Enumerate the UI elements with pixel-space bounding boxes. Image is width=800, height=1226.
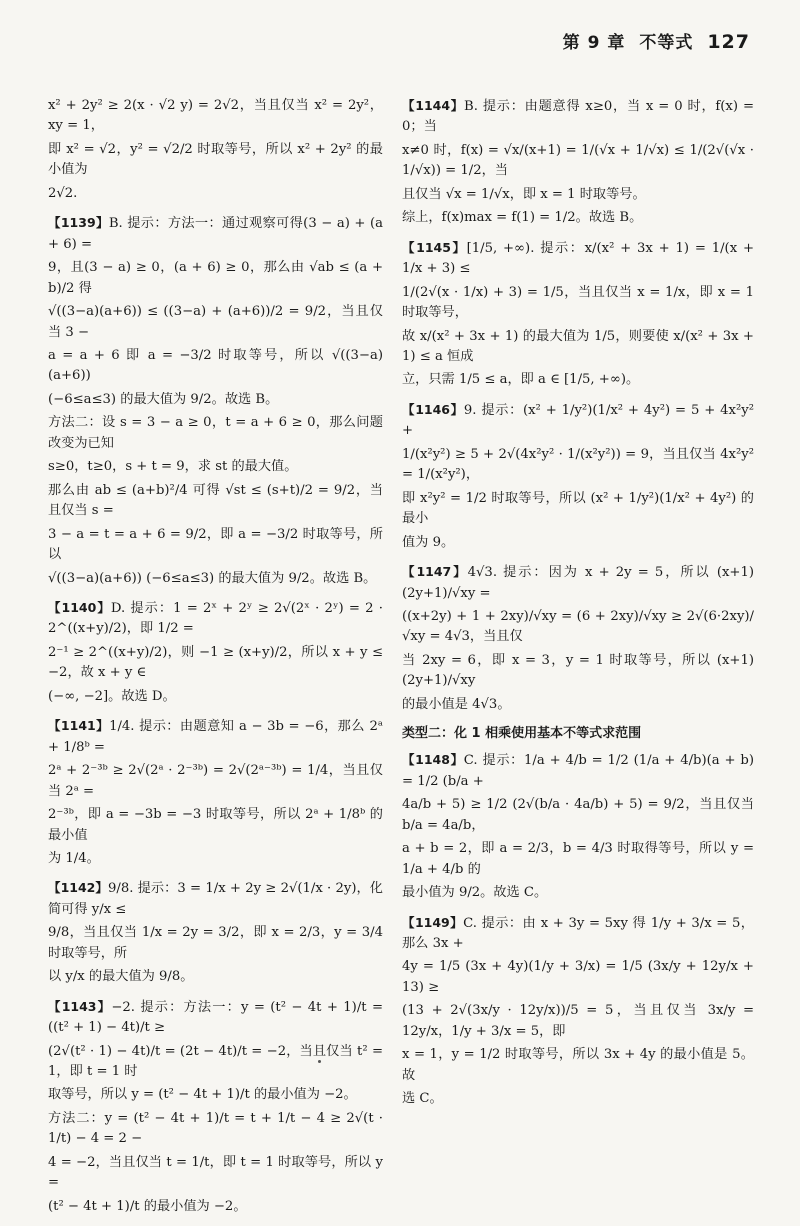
solution-line: B. 提示：由题意得 x≥0，当 x = 0 时，f(x) = 0；当 bbox=[402, 99, 754, 135]
solution-line: 即 x² = √2，y² = √2/2 时取等号，所以 x² + 2y² 的最小值为 bbox=[48, 141, 383, 178]
problem-entry-1147 bbox=[402, 562, 754, 715]
solution-line: B. 提示：方法一：通过观察可得(3 − a) + (a + 6) = bbox=[48, 216, 383, 252]
solution-line: 9/8，当且仅当 1/x = 2y = 3/2，即 x = 2/3，y = 3/4 时取等号，所 bbox=[48, 925, 383, 961]
solution-line: 9. 提示：(x² + 1/y²)(1/x² + 4y²) = 5 + 4x²y² + bbox=[402, 402, 754, 439]
solution-line: x² + 2y² ≥ 2(x · √2 y) = 2√2，当且仅当 x² = 2y²，xy = 1， bbox=[48, 98, 383, 134]
problem-entry-1140 bbox=[48, 598, 383, 707]
problem-number: 【1143】 bbox=[48, 998, 112, 1014]
solution-line: a = a + 6 即 a = −3/2 时取等号，所以 √((3−a)(a+6)) bbox=[48, 347, 383, 384]
solution-line: 2√2. bbox=[48, 185, 78, 201]
solution-line: 取等号，所以 y = (t² − 4t + 1)/t 的最小值为 −2。 bbox=[48, 1087, 357, 1103]
section-title: 类型二：化 1 相乘使用基本不等式求范围 bbox=[402, 726, 642, 742]
solution-line: (−6≤a≤3) 的最大值为 9/2。故选 B。 bbox=[48, 391, 279, 407]
solution-line: x≠0 时，f(x) = √x/(x+1) = 1/(√x + 1/√x) ≤ 1/(2√(√x · 1/√x)) = 1/2，当 bbox=[402, 142, 754, 179]
solution-line: 方法二：设 s = 3 − a ≥ 0，t = a + 6 ≥ 0，那么问题改变为已知 bbox=[48, 415, 383, 451]
solution-line: C. 提示：由 x + 3y = 5xy 得 1/y + 3/x = 5，那么 3x + bbox=[402, 915, 754, 951]
solution-line: 1/4. 提示：由题意知 a − 3b = −6，那么 2ᵃ + 1/8ᵇ = bbox=[48, 719, 383, 755]
solution-line: 且仅当 √x = 1/√x，即 x = 1 时取等号。 bbox=[402, 186, 646, 202]
chapter-title: 不等式 bbox=[639, 33, 694, 53]
problem-number: 【1146】 bbox=[402, 401, 464, 417]
chapter-label: 第 9 章 bbox=[562, 33, 626, 53]
problem-entry-1144 bbox=[402, 96, 754, 229]
solution-line: −2. 提示：方法一：y = (t² − 4t + 1)/t = ((t² + 1) − 4t)/t ≥ bbox=[48, 999, 383, 1036]
problem-entry-1145 bbox=[402, 238, 754, 391]
solution-line: ((x+2y) + 1 + 2xy)/√xy = (6 + 2xy)/√xy ≥ 2√(6·2xy)/√xy = 4√3，当且仅 bbox=[402, 608, 754, 645]
solution-line: 9，且(3 − a) ≥ 0，(a + 6) ≥ 0，那么由 √ab ≤ (a + b)/2 得 bbox=[48, 260, 383, 296]
solution-line: 4 = −2，当且仅当 t = 1/t，即 t = 1 时取等号，所以 y = bbox=[48, 1154, 383, 1191]
solution-line: 最小值为 9/2。故选 C。 bbox=[402, 885, 548, 901]
problem-entry-1149 bbox=[402, 913, 754, 1110]
solution-line: 2⁻³ᵇ，即 a = −3b = −3 时取等号，所以 2ᵃ + 1/8ᵇ 的最小值 bbox=[48, 807, 383, 843]
solution-line: 1/(x²y²) ≥ 5 + 2√(4x²y² · 1/(x²y²)) = 9，当且仅当 4x²y² = 1/(x²y²)， bbox=[402, 446, 754, 483]
solution-line: x = 1，y = 1/2 时取等号，所以 3x + 4y 的最小值是 5。故 bbox=[402, 1047, 754, 1083]
problem-number: 【1139】 bbox=[48, 215, 109, 231]
solution-line: 即 x²y² = 1/2 时取等号，所以 (x² + 1/y²)(1/x² + 4y²) 的最小 bbox=[402, 490, 754, 527]
solution-line: 选 C。 bbox=[402, 1091, 443, 1107]
solution-line: (−∞, −2]。故选 D。 bbox=[48, 688, 176, 704]
problem-number: 【1148】 bbox=[402, 752, 464, 768]
problem-entry-cont bbox=[48, 96, 383, 204]
solution-line: 4a/b + 5) ≥ 1/2 (2√(b/a · 4a/b) + 5) = 9/2，当且仅当 b/a = 4a/b， bbox=[402, 797, 754, 833]
solution-line: 4y = 1/5 (3x + 4y)(1/y + 3/x) = 1/5 (3x/y + 12y/x + 13) ≥ bbox=[402, 959, 754, 995]
solution-line: 故 x/(x² + 3x + 1) 的最大值为 1/5，则要使 x/(x² + 3x + 1) ≤ a 恒成 bbox=[402, 328, 754, 364]
problem-number: 【1142】 bbox=[48, 880, 108, 896]
problem-number: 【1147】 bbox=[402, 564, 468, 580]
solution-line: 立，只需 1/5 ≤ a，即 a ∈ [1/5, +∞)。 bbox=[402, 372, 640, 388]
problem-entry-1143 bbox=[48, 997, 383, 1218]
solution-line: C. 提示：1/a + 4/b = 1/2 (1/a + 4/b)(a + b) = 1/2 (b/a + bbox=[402, 753, 754, 789]
problem-number: 【1149】 bbox=[402, 914, 464, 930]
solution-line: 2⁻¹ ≥ 2^((x+y)/2)，则 −1 ≥ (x+y)/2，所以 x + y ≤ −2，故 x + y ∈ bbox=[48, 644, 383, 681]
problem-entry-1142 bbox=[48, 878, 383, 987]
solution-line: 为 1/4。 bbox=[48, 850, 100, 866]
solution-line: 的最小值是 4√3。 bbox=[402, 696, 511, 712]
solution-line: 值为 9。 bbox=[402, 534, 455, 550]
solution-line: √((3−a)(a+6)) ≤ ((3−a) + (a+6))/2 = 9/2，当且仅当 3 − bbox=[48, 304, 383, 340]
solution-line: 9/8. 提示：3 = 1/x + 2y ≥ 2√(1/x · 2y)，化简可得 y/x ≤ bbox=[48, 881, 383, 917]
solution-line: 1/(2√(x · 1/x) + 3) = 1/5，当且仅当 x = 1/x，即 x = 1 时取等号， bbox=[402, 284, 754, 321]
solution-line: (t² − 4t + 1)/t 的最小值为 −2。 bbox=[48, 1198, 247, 1214]
solution-line: 综上，f(x)max = f(1) = 1/2。故选 B。 bbox=[402, 210, 643, 226]
problem-entry-1141 bbox=[48, 716, 383, 869]
problem-entry-1146 bbox=[402, 400, 754, 553]
solution-line: a + b = 2，即 a = 2/3，b = 4/3 时取得等号，所以 y = 1/a + 4/b 的 bbox=[402, 841, 754, 877]
solution-line: D. 提示：1 = 2ˣ + 2ʸ ≥ 2√(2ˣ · 2ʸ) = 2 · 2^((x+y)/2)，即 1/2 = bbox=[48, 600, 383, 637]
right-column bbox=[402, 96, 754, 1119]
problem-number: 【1145】 bbox=[402, 239, 467, 255]
solution-line: √((3−a)(a+6)) (−6≤a≤3) 的最大值为 9/2。故选 B。 bbox=[48, 570, 377, 586]
problem-number: 【1141】 bbox=[48, 718, 110, 734]
stray-dot bbox=[318, 1060, 321, 1063]
solution-line: 3 − a = t = a + 6 = 9/2，即 a = −3/2 时取等号，所以 bbox=[48, 526, 383, 563]
solution-line: 当 2xy = 6，即 x = 3，y = 1 时取等号，所以 (x+1)(2y+1)/√xy bbox=[402, 652, 754, 689]
solution-line: 4√3. 提示：因为 x + 2y = 5，所以 (x+1)(2y+1)/√xy = bbox=[402, 565, 754, 601]
solution-line: (2√(t² · 1) − 4t)/t = (2t − 4t)/t = −2，当且仅当 t² = 1，即 t = 1 时 bbox=[48, 1043, 383, 1080]
page-header bbox=[563, 28, 750, 53]
problem-number: 【1140】 bbox=[48, 599, 111, 615]
problem-entry-1148 bbox=[402, 750, 754, 903]
solution-line: 那么由 ab ≤ (a+b)²/4 可得 √st ≤ (s+t)/2 = 9/2，当且仅当 s = bbox=[48, 482, 383, 519]
problem-number: 【1144】 bbox=[402, 98, 465, 113]
solution-line: 2ᵃ + 2⁻³ᵇ ≥ 2√(2ᵃ · 2⁻³ᵇ) = 2√(2ᵃ⁻³ᵇ) = 1/4，当且仅当 2ᵃ = bbox=[48, 763, 383, 799]
solution-line: 以 y/x 的最大值为 9/8。 bbox=[48, 969, 194, 985]
solution-line: s≥0，t≥0，s + t = 9，求 st 的最大值。 bbox=[48, 459, 298, 475]
problem-entry-1139 bbox=[48, 213, 383, 589]
left-column bbox=[48, 96, 383, 1226]
solution-line: 方法二：y = (t² − 4t + 1)/t = t + 1/t − 4 ≥ 2√(t · 1/t) − 4 = 2 − bbox=[48, 1110, 383, 1147]
page-number: 127 bbox=[707, 31, 750, 53]
solution-line: (13 + 2√(3x/y · 12y/x))/5 = 5，当且仅当 3x/y = 12y/x，1/y + 3/x = 5，即 bbox=[402, 1003, 754, 1039]
solution-line: [1/5, +∞). 提示：x/(x² + 3x + 1) = 1/(x + 1/x + 3) ≤ bbox=[402, 240, 754, 277]
